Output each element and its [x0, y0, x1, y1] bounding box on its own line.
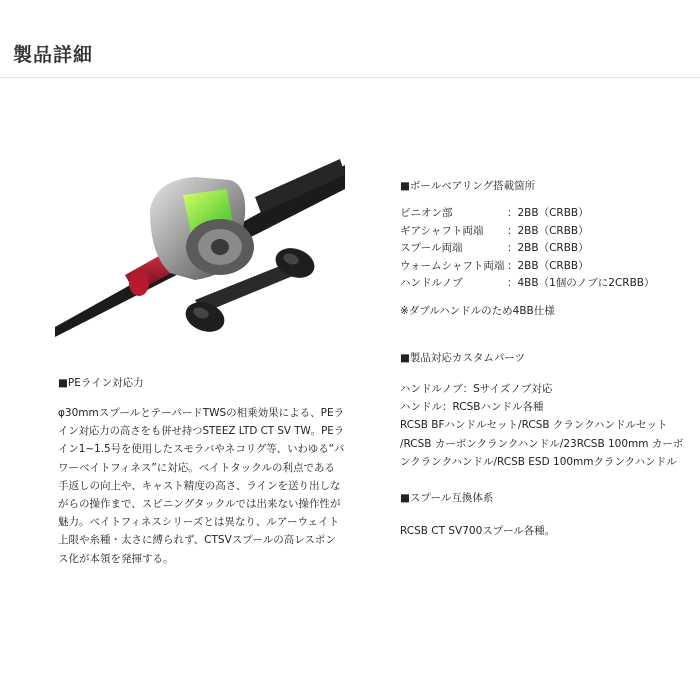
bearing-heading: ■ボールベアリング搭載箇所 — [400, 180, 536, 192]
custom-parts-line: ハンドルノブ：Sサイズノブ対応 — [400, 383, 553, 395]
custom-parts-list — [400, 380, 690, 471]
bearing-value: ：2BB（CRBB） — [507, 242, 589, 255]
custom-parts-line: RCSB BFハンドルセット/RCSB クランクハンドルセット — [400, 419, 668, 432]
pe-line-text-line: 魅力。ベイトフィネスシリーズとは異なり、ルアーウェイト — [58, 516, 340, 529]
custom-parts-heading: ■製品対応カスタムパーツ — [400, 352, 526, 364]
spool-compat-heading: ■スプール互換体系 — [400, 492, 494, 504]
pe-line-text-line: ワーベイトフィネス”に対応。ベイトタックルの利点である — [58, 461, 335, 474]
pe-line-description — [58, 404, 344, 568]
custom-parts-line: ンクランクハンドル/RCSB ESD 100mmクランクハンドル — [400, 455, 677, 468]
bearing-label: ウォームシャフト両端 — [400, 259, 505, 272]
title-divider — [0, 77, 700, 78]
spool-compat-text: RCSB CT SV700スプール各種。 — [400, 525, 556, 537]
pe-line-heading: ■PEライン対応力 — [58, 377, 144, 389]
pe-line-text-line: がらの操作まで、スピニングタックルでは出来ない操作性が — [58, 498, 341, 511]
pe-line-text-line: イン1~1.5号を使用したスモラバやネコリグ等、いわゆる“パ — [58, 443, 345, 456]
reel-product-image — [55, 155, 345, 350]
bearing-value: ：2BB（CRBB） — [507, 207, 589, 219]
bearing-label: スプール両端 — [400, 242, 463, 255]
pe-line-text-line: ス化が本領を発揮する。 — [58, 552, 174, 565]
custom-parts-line: ハンドル：RCSBハンドル各種 — [400, 401, 544, 414]
page-title: 製品詳細 — [13, 44, 94, 66]
custom-parts-line: /RCSB カーボンクランクハンドル/23RCSB 100mm カーボ — [400, 437, 684, 450]
bearing-label: ギアシャフト両端 — [400, 224, 484, 237]
bearing-label: ピニオン部 — [400, 207, 453, 219]
pe-line-text-line: 上限や糸種・太さに縛られず、CTSVスプールの高レスポン — [58, 534, 336, 547]
bearing-value: ：2BB（CRBB） — [507, 259, 589, 272]
bearing-value: ：2BB（CRBB） — [507, 224, 589, 237]
bearing-value: ：4BB（1個のノブに2CRBB） — [507, 277, 655, 290]
pe-line-text-line: 手返しの向上や、キャスト精度の高さ、ラインを送り出しな — [58, 479, 341, 492]
pe-line-text-line: φ30mmスプールとテーパードTWSの相乗効果による、PEラ — [58, 407, 345, 419]
bearing-note: ※ダブルハンドルのため4BB仕様 — [400, 305, 555, 317]
pe-line-text-line: イン対応力の高さをも併せ持つSTEEZ LTD CT SV TW。PEラ — [58, 425, 345, 438]
bearing-label: ハンドルノブ — [400, 277, 463, 290]
